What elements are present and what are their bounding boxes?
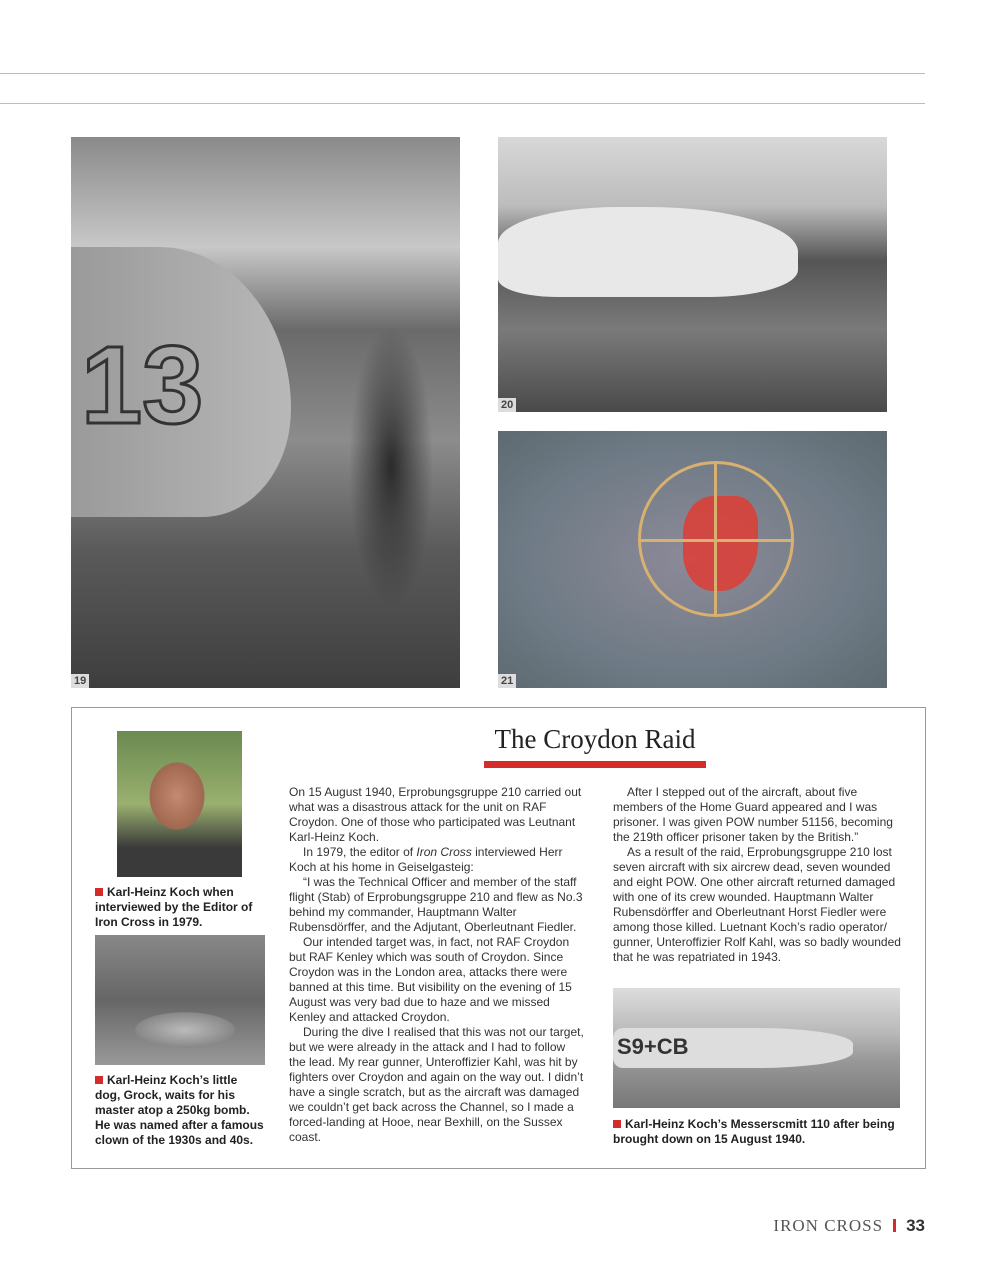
sidebar-title: The Croydon Raid <box>494 724 696 754</box>
paragraph: Our intended target was, in fact, not RAF Croydon but RAF Kenley which was south of Croydon. Since Croydon was in the London area, attacks there were banned at this time. But visibility on the evening of 15 August was very bad due to haze and we missed Kenley and attacked Croydon. <box>289 935 572 1024</box>
header-rule <box>0 73 925 74</box>
caption-portrait <box>95 885 260 930</box>
page-footer <box>773 1216 925 1236</box>
paragraph: During the dive I realised that this was not our target, but we were already in the attack and I had to follow the lead. My rear gunner, Unteroffizier Kahl, was hit by fighters over Croydon and again on the way out. I didn’t have a single scratch, but as the aircraft was damaged we couldn’t get back across the Channel, so I made a forced-landing at Hooe, near Bexhill, on the Sussex coast. <box>289 1025 584 1144</box>
tail-number-graphic: 13 <box>81 324 204 447</box>
magazine-name: IRON CROSS <box>773 1216 884 1235</box>
photo-pilot-with-aircraft <box>71 137 460 688</box>
text: In 1979, the editor of <box>303 845 417 859</box>
paragraph: On 15 August 1940, Erprobungsgruppe 210 carried out what was a disastrous attack for the unit on RAF Croydon. One of those who participated was Leutnant Karl-Heinz Koch. <box>289 785 582 844</box>
caption-bullet <box>95 888 103 896</box>
caption-bullet <box>95 1076 103 1084</box>
aircraft-shape <box>498 207 798 297</box>
caption-bullet <box>613 1120 621 1128</box>
photo-number: 20 <box>498 398 516 412</box>
caption-text: Karl-Heinz Koch’s Messerscmitt 110 after being brought down on 15 August 1940. <box>613 1117 895 1146</box>
paragraph: After I stepped out of the aircraft, about five members of the Home Guard appeared and I was prisoner. I was given POW number 51156, becoming the 219th officer prisoner taken by the British.” <box>613 785 893 844</box>
header-rule <box>0 103 925 104</box>
caption-text: Karl-Heinz Koch when interviewed by the Editor of Iron Cross in 1979. <box>95 885 253 929</box>
photo-messerschmitt-110 <box>613 988 900 1108</box>
aircraft-marking: S9+CB <box>617 1034 689 1059</box>
photo-number: 19 <box>71 674 89 688</box>
crosshair-line <box>714 461 717 617</box>
caption-dog <box>95 1073 265 1148</box>
article-column-2 <box>613 785 905 965</box>
title-underline <box>484 761 706 768</box>
paragraph: As a result of the raid, Erprobungsgruppe 210 lost seven aircraft with six aircrew dead, seven wounded and eight POW. One other aircraft returned damaged with one of its crew wounded. Hauptmann Walter Rubensdörffer and Oberleutnant Horst Fiedler were among those killed. Luetnant Koch’s radio operator/ gunner, Unteroffizier Rolf Kahl, was so badly wounded that he was repatriated in 1943. <box>613 845 901 964</box>
caption-text: Karl-Heinz Koch’s little dog, Grock, waits for his master atop a 250kg bomb. He was named after a famous clown of the 1930s and 40s. <box>95 1073 264 1147</box>
photo-dog-on-bomb <box>95 935 265 1065</box>
caption-aircraft <box>613 1117 903 1147</box>
photo-unit-emblem <box>498 431 887 688</box>
page-number: 33 <box>906 1216 925 1235</box>
publication-name: Iron Cross <box>416 845 472 859</box>
text: interviewed Herr Koch at his home in Geiselgasteig: <box>289 845 563 874</box>
photo-number: 21 <box>498 674 516 688</box>
photo-crashed-aircraft <box>498 137 887 412</box>
footer-divider <box>893 1219 896 1232</box>
article-column-1 <box>289 785 584 1145</box>
photo-koch-portrait <box>117 731 242 877</box>
paragraph: “I was the Technical Officer and member of the staff flight (Stab) of Erprobungsgruppe 210 and flew as No.3 behind my commander, Hauptmann Walter Rubensdörffer, and the Adjutant, Oberleutnant Fiedler. <box>289 875 583 934</box>
paragraph <box>289 845 584 875</box>
